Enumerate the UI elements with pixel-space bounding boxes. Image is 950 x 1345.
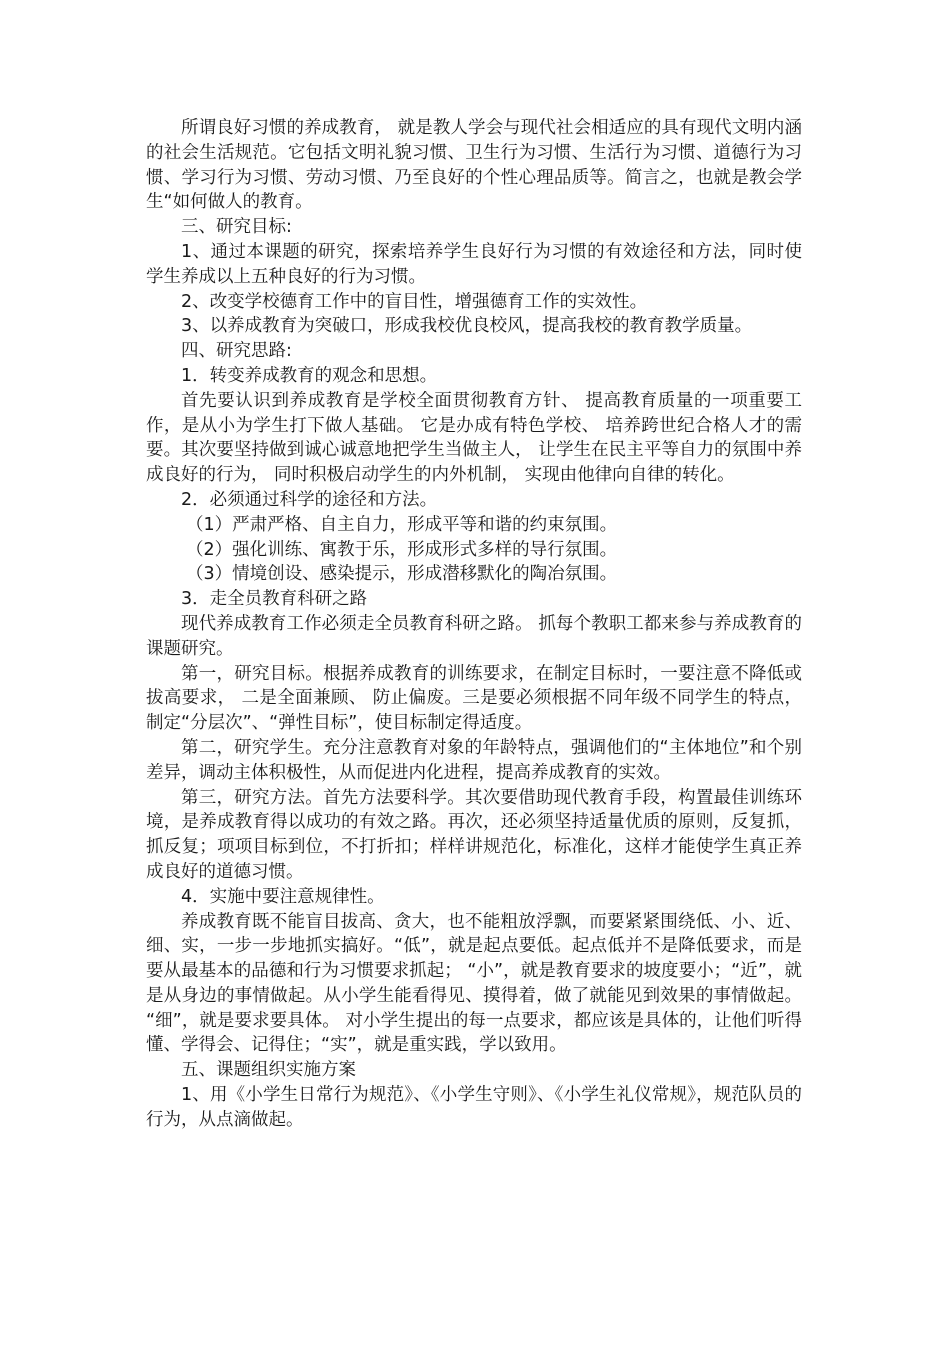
document-body xyxy=(146,116,802,1133)
research-second-paragraph: 第二，研究学生。充分注意教育对象的年龄特点，强调他们的“主体地位”和个别差异，调动主体积极性，从而促进内化进程，提高养成教育的实效。 xyxy=(146,737,802,783)
goal-item-1: 1、通过本课题的研究，探索培养学生良好行为习惯的有效途径和方法，同时使学生养成以上五种良好的行为习惯。 xyxy=(146,241,802,287)
research-first-paragraph: 第一，研究目标。根据养成教育的训练要求，在制定目标时，一要注意不降低或拔高要求， 二是全面兼顾、 防止偏废。三是要必须根据不同年级不同学生的特点，制定“分层次”、“弹性目标”，使目标制定得适度。 xyxy=(146,663,802,734)
approach-paragraph-1: 首先要认识到养成教育是学校全面贯彻教育方针、 提高教育质量的一项重要工作，是从小为学生打下做人基础。 它是办成有特色学校、 培养跨世纪合格人才的需要。其次要坚持做到诚心诚意地把学生当做主人， 让学生在民主平等自力的氛围中养成良好的行为， 同时积极启动学生的内外机制， 实现由他律向自律的转化。 xyxy=(146,390,802,486)
approach-paragraph-4: 养成教育既不能盲目拔高、贪大，也不能粗放浮飘，而要紧紧围绕低、小、近、细、实，一步一步地抓实搞好。“低”，就是起点要低。起点低并不是降低要求，而是要从最基本的品德和行为习惯要求抓起； “小”，就是教育要求的坡度要小；“近”，就是从身边的事情做起。从小学生能看得见、摸得着，做了就能见到效果的事情做起。 “细”，就是要求要具体。 对小学生提出的每一点要求，都应该是具体的，让他们听得懂、学得会、记得住；“实”，就是重实践，学以致用。 xyxy=(146,911,802,1056)
approach-subitem-3: （3）情境创设、感染提示，形成潜移默化的陶冶氛围。 xyxy=(186,564,618,585)
section-heading-research-goals: 三、研究目标: xyxy=(181,217,292,238)
paragraph-intro: 所谓良好习惯的养成教育， 就是教人学会与现代社会相适应的具有现代文明内涵的社会生活规范。它包括文明礼貌习惯、卫生行为习惯、生活行为习惯、道德行为习惯、学习行为习惯、劳动习惯、乃至良好的个性心理品质等。简言之，也就是教会学生“如何做人的教育。 xyxy=(146,118,802,213)
approach-heading-2: 2．必须通过科学的途径和方法。 xyxy=(181,489,438,510)
research-third-paragraph: 第三，研究方法。首先方法要科学。其次要借助现代教育手段，构置最佳训练环境，是养成教育得以成功的有效之路。再次，还必须坚持适量优质的原则，反复抓，抓反复；项项目标到位，不打折扣；样样讲规范化，标准化，这样才能使学生真正养成良好的道德习惯。 xyxy=(146,787,802,882)
approach-heading-1: 1．转变养成教育的观念和思想。 xyxy=(181,365,438,386)
approach-paragraph-3: 现代养成教育工作必须走全员教育科研之路。 抓每个教职工都来参与养成教育的课题研究。 xyxy=(146,613,802,659)
section-heading-research-approach: 四、研究思路: xyxy=(181,341,292,362)
approach-heading-4: 4．实施中要注意规律性。 xyxy=(181,886,385,907)
approach-subitem-2: （2）强化训练、寓教于乐，形成形式多样的导行氛围。 xyxy=(186,539,618,560)
approach-heading-3: 3．走全员教育科研之路 xyxy=(181,589,368,610)
implementation-item-1: 1、用《小学生日常行为规范》、《小学生守则》、《小学生礼仪常规》，规范队员的行为，从点滴做起。 xyxy=(146,1085,802,1130)
goal-item-3: 3、以养成教育为突破口，形成我校优良校风，提高我校的教育教学质量。 xyxy=(181,316,753,337)
approach-subitem-1: （1）严肃严格、自主自力，形成平等和谐的约束氛围。 xyxy=(186,514,618,535)
goal-item-2: 2、改变学校德育工作中的盲目性，增强德育工作的实效性。 xyxy=(181,291,648,312)
section-heading-implementation: 五、课题组织实施方案 xyxy=(181,1060,356,1081)
